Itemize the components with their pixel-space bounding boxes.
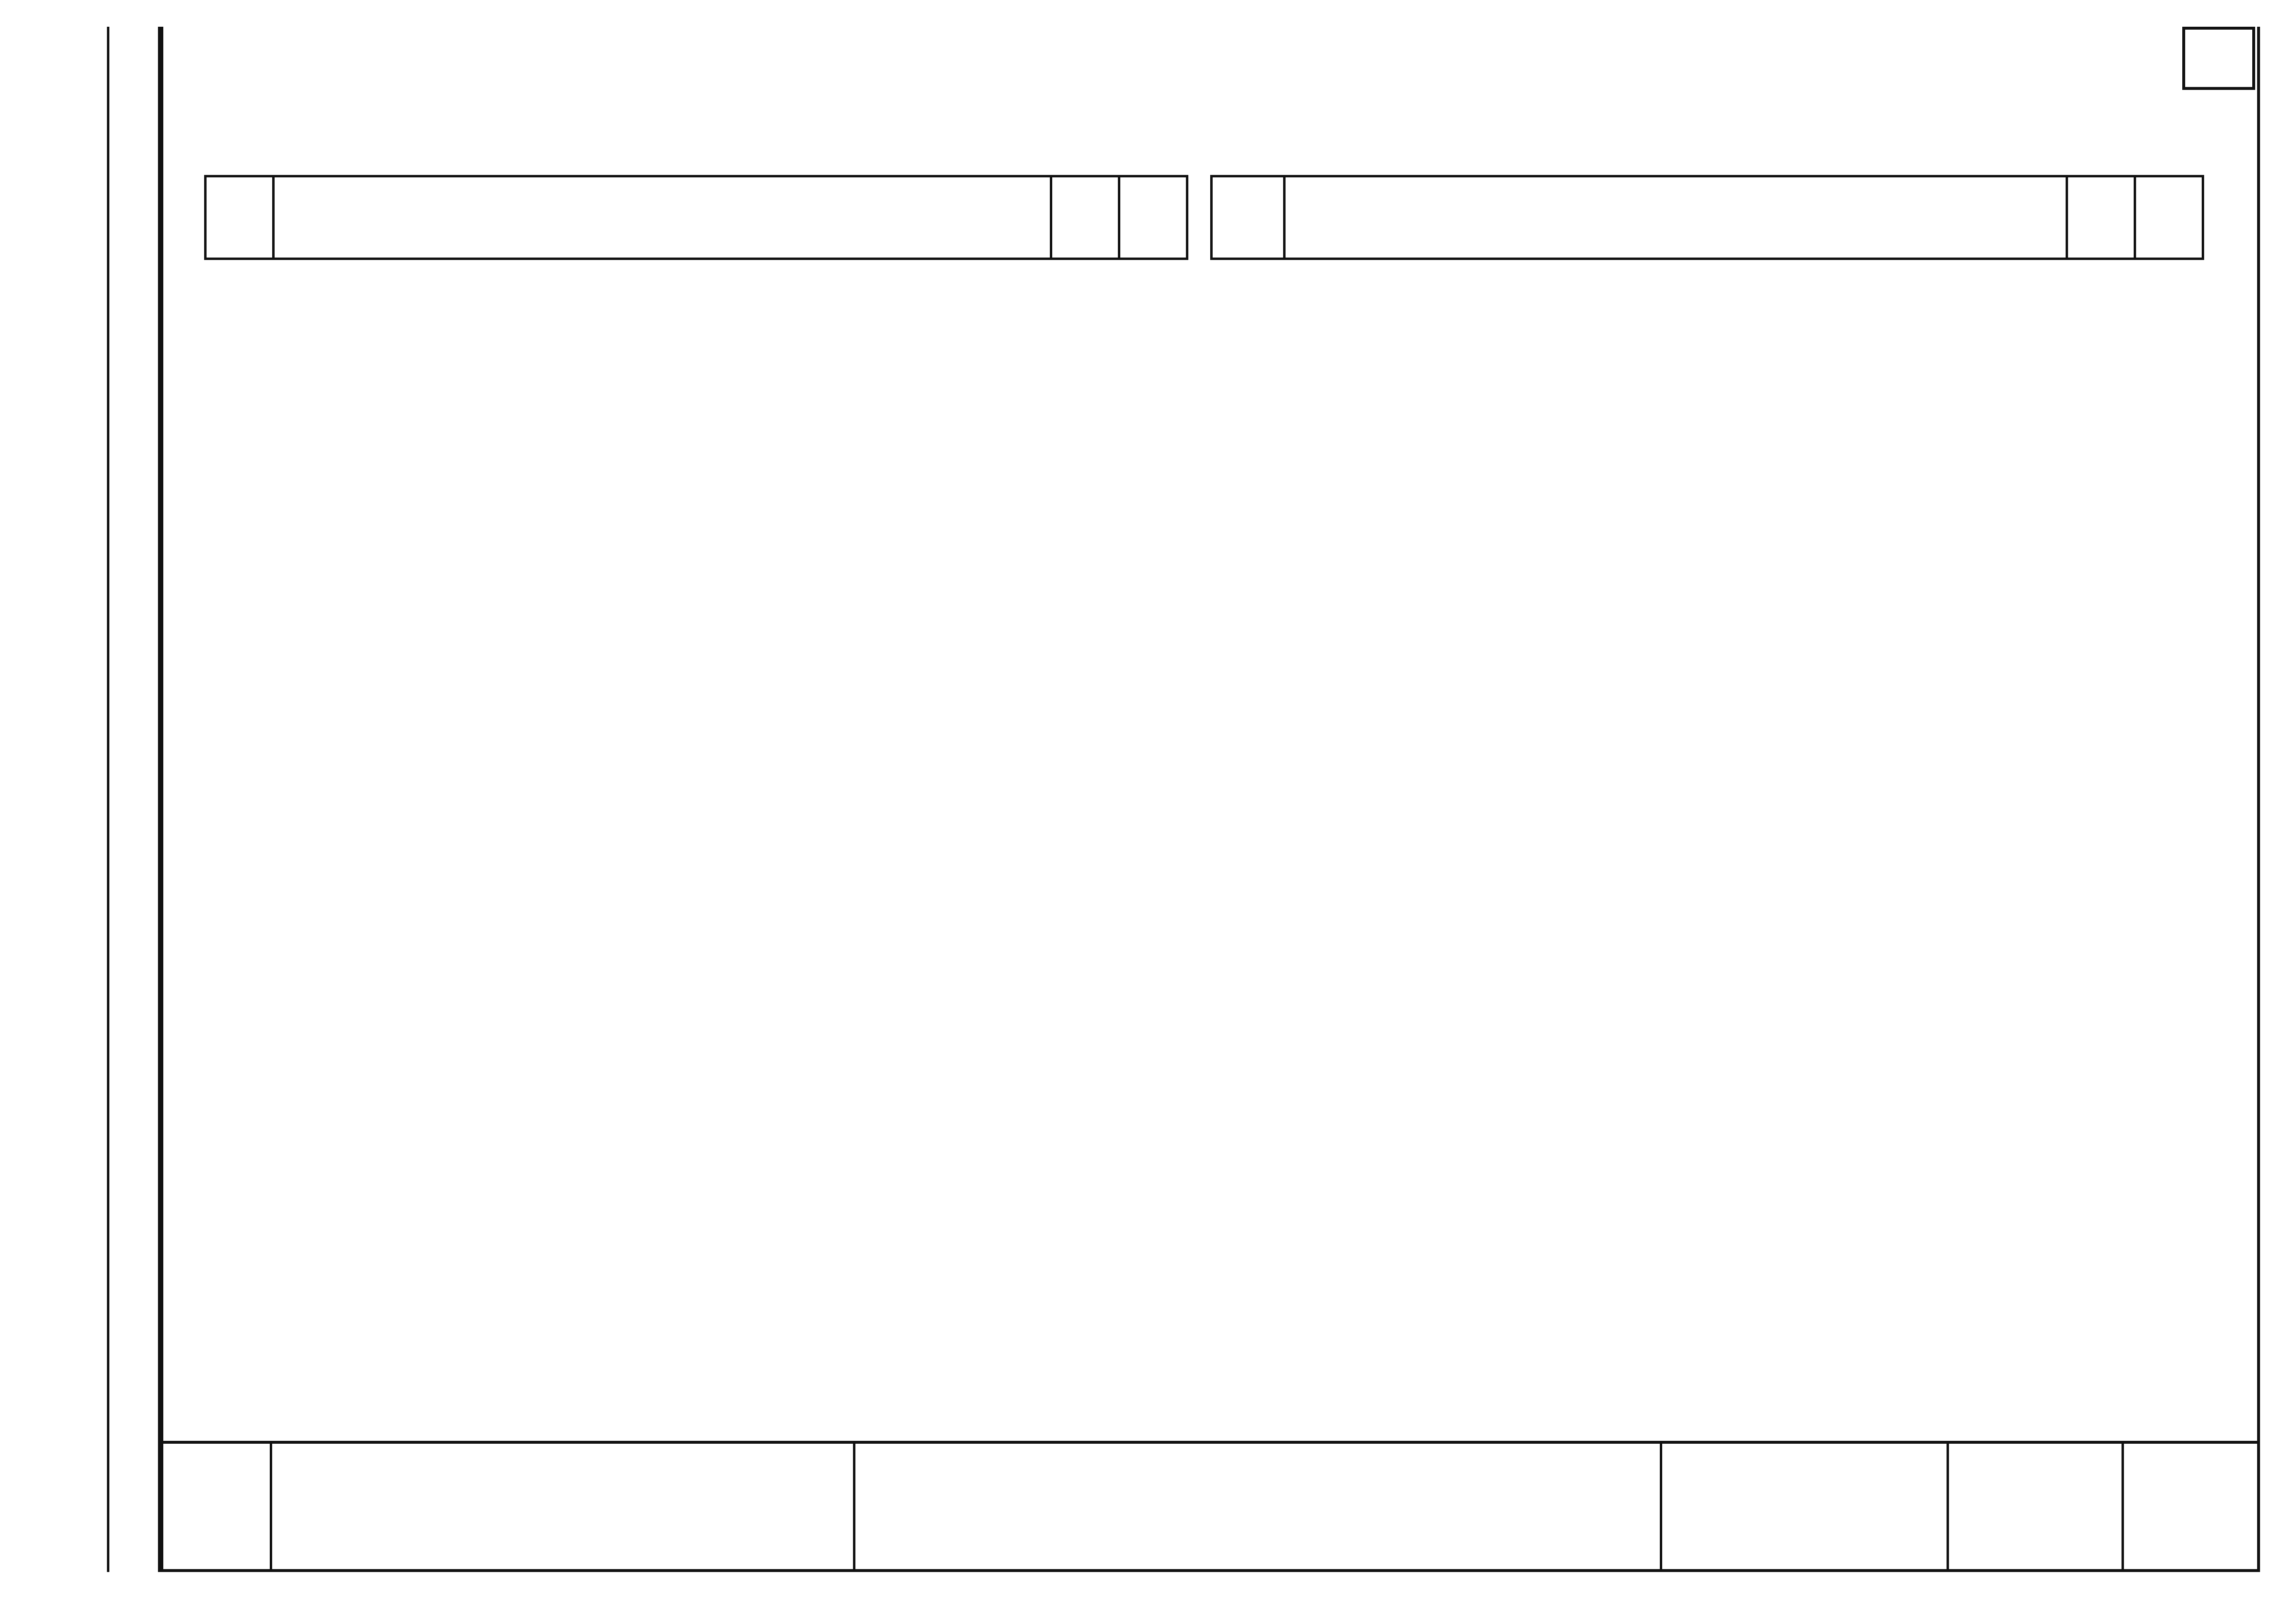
header-page bbox=[1119, 176, 1187, 259]
title-block-object bbox=[272, 1444, 855, 1569]
title-block bbox=[160, 1441, 2260, 1572]
outer-strip bbox=[63, 27, 107, 1572]
title-block-project bbox=[1662, 1444, 1949, 1569]
title-block-album bbox=[1949, 1444, 2124, 1569]
signature-stamp-column bbox=[107, 27, 160, 1572]
header-name bbox=[1285, 176, 2067, 259]
header-sheet bbox=[2067, 176, 2135, 259]
header-num bbox=[206, 176, 274, 259]
contents-table-left bbox=[204, 175, 1188, 260]
outer-label-mid-wrap bbox=[63, 1212, 107, 1339]
title-block-sheet bbox=[2124, 1444, 2254, 1569]
header-name bbox=[274, 176, 1051, 259]
contents-table-right bbox=[1210, 175, 2204, 260]
title-block-year bbox=[160, 1444, 272, 1569]
outer-label-top-wrap bbox=[63, 27, 107, 338]
main-title bbox=[428, 78, 1983, 146]
sheet-corner-number bbox=[2182, 27, 2255, 90]
header-num bbox=[1212, 176, 1285, 259]
header-page bbox=[2135, 176, 2203, 259]
header-sheet bbox=[1051, 176, 1119, 259]
title-block-document-title bbox=[855, 1444, 1662, 1569]
outer-label-bottom-wrap bbox=[63, 1378, 107, 1591]
